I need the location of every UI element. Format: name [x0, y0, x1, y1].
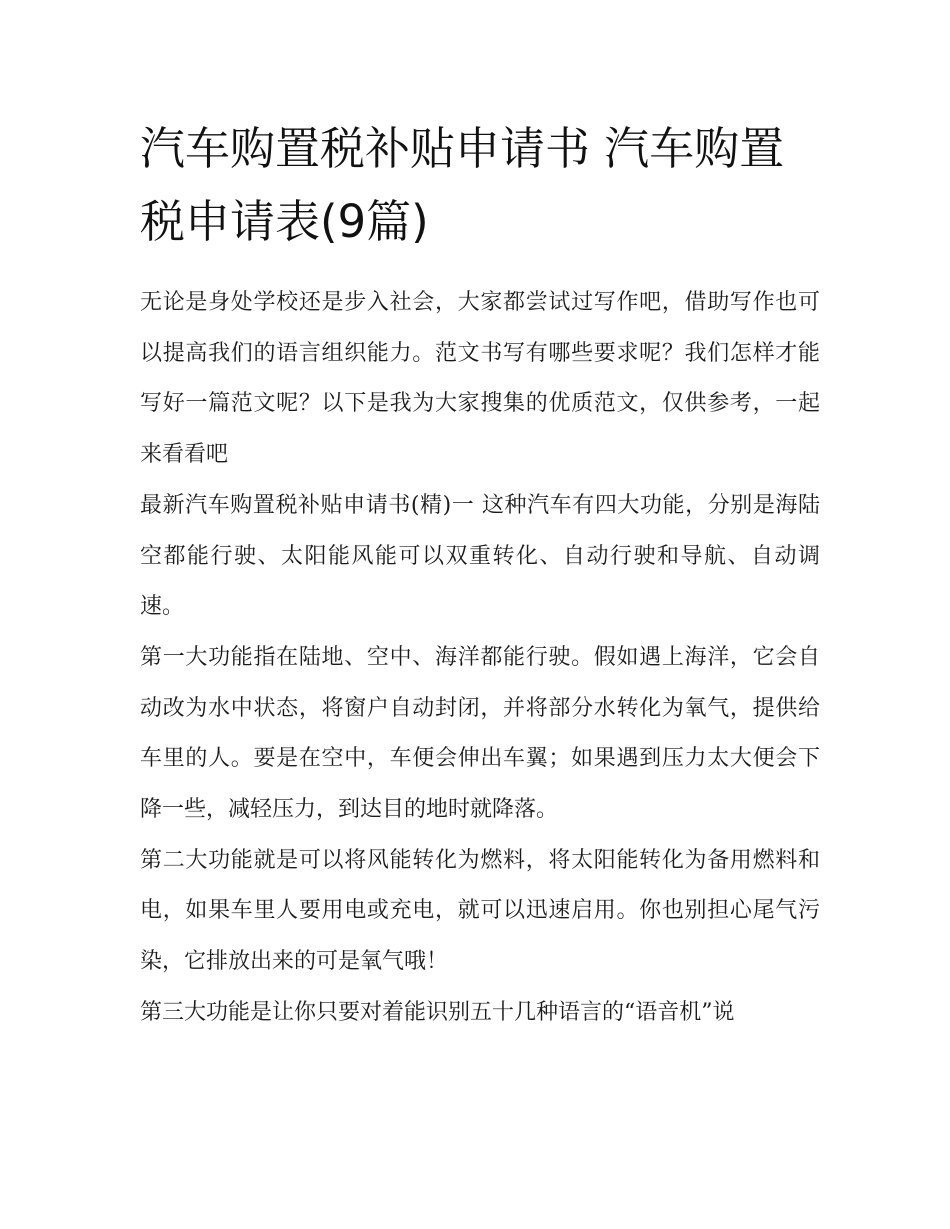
paragraph-1: 最新汽车购置税补贴申请书(精)一 这种汽车有四大功能，分别是海陆空都能行驶、太阳能风能可以双重转化、自动行驶和导航、自动调速。 — [140, 492, 820, 620]
paragraph-intro: 无论是身处学校还是步入社会，大家都尝试过写作吧，借助写作也可以提高我们的语言组织能力。范文书写有哪些要求呢？我们怎样才能写好一篇范文呢？以下是我为大家搜集的优质范文，仅供参考，一起来看看吧 — [140, 290, 820, 468]
document-title: 汽车购置税补贴申请书 汽车购置税申请表(9篇) — [140, 122, 785, 248]
paragraph-4: 第三大功能是让你只要对着能识别五十几种语言的“语音机”说 — [140, 999, 735, 1025]
paragraph-3: 第二大功能就是可以将风能转化为燃料，将太阳能转化为备用燃料和电，如果车里人要用电或充电，就可以迅速启用。你也别担心尾气污染，它排放出来的可是氧气哦！ — [140, 847, 820, 975]
document-body — [140, 278, 820, 1039]
paragraph-2: 第一大功能指在陆地、空中、海洋都能行驶。假如遇上海洋，它会自动改为水中状态，将窗户自动封闭，并将部分水转化为氧气，提供给车里的人。要是在空中，车便会伸出车翼；如果遇到压力太大便会下降一些，减轻压力，到达目的地时就降落。 — [140, 644, 820, 823]
